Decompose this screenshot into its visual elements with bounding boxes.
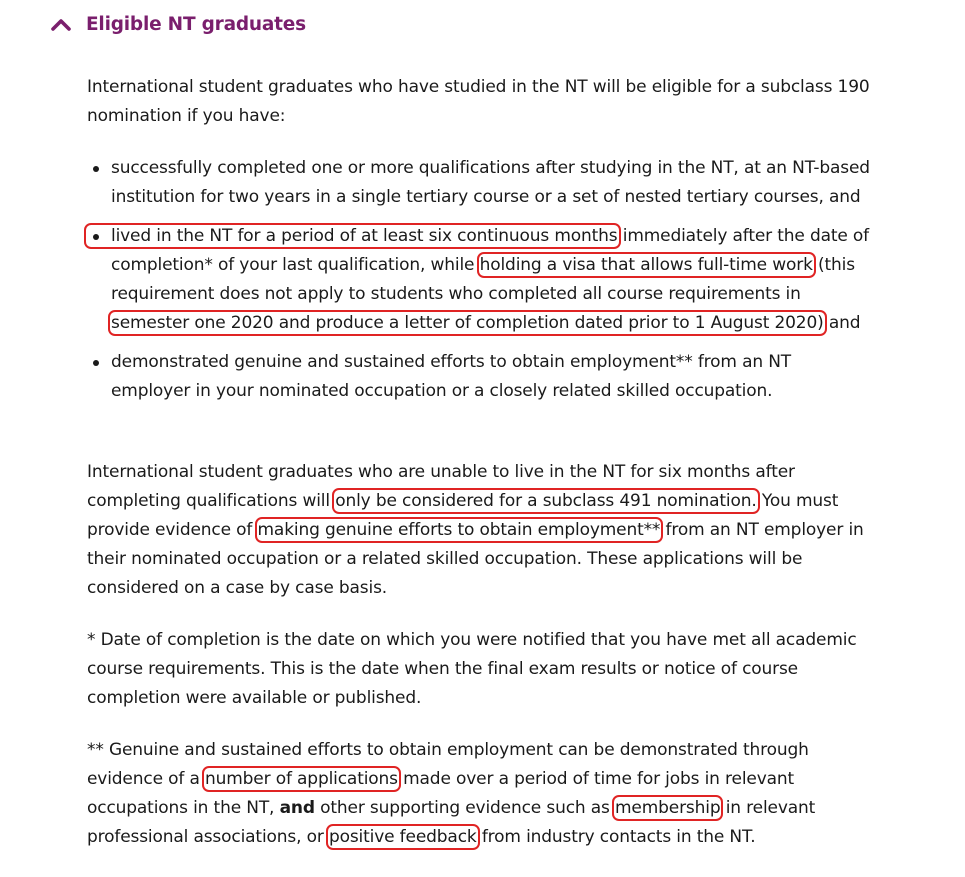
intro-line: International student graduates who have studied in the NT will be eligible for a subclass 190 xyxy=(87,77,870,97)
highlight-genuine-efforts: making genuine efforts to obtain employment** xyxy=(257,520,661,540)
footnote-text: completion were available or published. xyxy=(87,688,422,708)
list-item-text: (this xyxy=(812,255,855,275)
subclass-491-paragraph xyxy=(87,458,864,603)
footnote-text: evidence of a xyxy=(87,769,205,789)
paragraph-text: from an NT employer in xyxy=(660,520,864,540)
footnote-text: professional associations, or xyxy=(87,827,329,847)
list-item-text: immediately after the date of xyxy=(617,226,870,246)
paragraph-text: International student graduates who are unable to live in the NT for six months after xyxy=(87,462,795,482)
accordion-toggle[interactable] xyxy=(50,8,306,40)
list-item-text: employer in your nominated occupation or a closely related skilled occupation. xyxy=(111,381,773,401)
paragraph-text: completing qualifications will xyxy=(87,491,336,511)
highlight-membership: membership xyxy=(615,798,721,818)
footnote-text: in relevant xyxy=(720,798,816,818)
chevron-up-icon xyxy=(50,16,72,32)
paragraph-text: considered on a case by case basis. xyxy=(87,578,388,598)
paragraph-text: their nominated occupation or a related skilled occupation. These applications will be xyxy=(87,549,803,569)
footnote-text: ** Genuine and sustained efforts to obtain employment can be demonstrated through xyxy=(87,740,809,760)
list-item-text: and xyxy=(823,313,861,333)
paragraph-text: You must xyxy=(756,491,839,511)
highlight-semester-one: semester one 2020 and produce a letter of completion dated prior to 1 August 2020) xyxy=(111,313,824,333)
list-item-text: requirement does not apply to students who completed all course requirements in xyxy=(111,284,801,304)
accordion-content xyxy=(87,73,870,852)
highlight-number-of-applications: number of applications xyxy=(205,769,398,789)
list-item xyxy=(87,154,870,212)
list-item-text: completion* of your last qualification, while xyxy=(111,255,480,275)
footnote-genuine-efforts xyxy=(87,736,857,852)
eligibility-list xyxy=(87,154,870,406)
footnote-text: made over a period of time for jobs in relevant xyxy=(397,769,795,789)
footnote-date-of-completion xyxy=(87,626,857,713)
bold-text: and xyxy=(279,798,315,818)
footnote-text: from industry contacts in the NT. xyxy=(476,827,756,847)
list-item xyxy=(87,222,870,338)
footnote-text: occupations in the NT, xyxy=(87,798,280,818)
footnote-text: * Date of completion is the date on which you were notified that you have met all academic xyxy=(87,630,857,650)
footnote-text: course requirements. This is the date when the final exam results or notice of course xyxy=(87,659,798,679)
intro-paragraph xyxy=(87,73,870,131)
highlight-491-nomination: only be considered for a subclass 491 nomination. xyxy=(335,491,757,511)
list-item-text: demonstrated genuine and sustained efforts to obtain employment** from an NT xyxy=(111,352,792,372)
footnote-text: other supporting evidence such as xyxy=(314,798,615,818)
highlight-six-months: lived in the NT for a period of at least six continuous months xyxy=(87,226,618,246)
paragraph-text: provide evidence of xyxy=(87,520,258,540)
list-item xyxy=(87,348,857,406)
highlight-positive-feedback: positive feedback xyxy=(328,827,477,847)
accordion-title: Eligible NT graduates xyxy=(86,13,306,35)
list-item-text: successfully completed one or more qualifications after studying in the NT, at an NT-based xyxy=(111,158,870,178)
list-item-text: institution for two years in a single tertiary course or a set of nested tertiary courses, and xyxy=(111,187,861,207)
intro-line: nomination if you have: xyxy=(87,106,286,126)
highlight-visa-full-time: holding a visa that allows full-time work xyxy=(479,255,813,275)
